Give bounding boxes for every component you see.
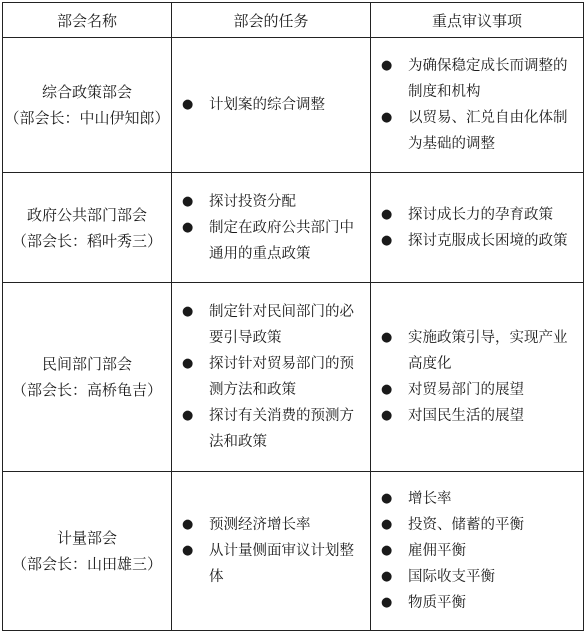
dept-head: （部会长：山田雄三） — [11, 555, 162, 573]
list-item: ● 国际收支平衡 — [371, 564, 583, 590]
dept-cell — [3, 38, 171, 172]
committee-table — [2, 2, 584, 631]
bullet-icon: ● — [381, 595, 393, 610]
bullet-icon: ● — [182, 304, 194, 319]
list-item: ● 计划案的综合调整 — [172, 92, 370, 118]
topic-cell — [370, 472, 583, 630]
task-cell — [171, 472, 370, 630]
bullet-icon: ● — [381, 330, 393, 345]
bullet-icon: ● — [381, 569, 393, 584]
dept-cell — [3, 283, 171, 471]
bullet-icon: ● — [182, 517, 194, 532]
list-item: ● 雇佣平衡 — [371, 538, 583, 564]
dept-name: 综合政策部会 — [41, 83, 132, 101]
dept-name: 计量部会 — [56, 529, 117, 547]
list-item: ● 从计量侧面审议计划整体 — [172, 538, 370, 590]
topic-cell — [370, 173, 583, 282]
dept-cell — [3, 173, 171, 282]
bullet-icon: ● — [381, 543, 393, 558]
bullet-icon: ● — [182, 356, 194, 371]
dept-name: 民间部门部会 — [41, 355, 132, 373]
dept-head: （部会长：中山伊知郎） — [4, 109, 170, 127]
dept-cell — [3, 472, 171, 630]
bullet-icon: ● — [182, 219, 194, 235]
list-item: ● 探讨针对贸易部门的预测方法和政策 — [172, 351, 370, 403]
list-item: ● 以贸易、汇兑自由化体制为基础的调整 — [371, 105, 583, 157]
table-header-row — [3, 3, 583, 37]
bullet-icon: ● — [381, 206, 393, 222]
bullet-icon: ● — [182, 97, 194, 112]
bullet-icon: ● — [182, 543, 194, 558]
bullet-icon: ● — [381, 517, 393, 532]
list-item: ● 增长率 — [371, 486, 583, 512]
list-item: ● 制定在政府公共部门中通用的重点政策 — [172, 215, 370, 267]
list-item: ● 预测经济增长率 — [172, 512, 370, 538]
bullet-icon: ● — [182, 408, 194, 423]
bullet-icon: ● — [381, 408, 393, 423]
header-dept-name: 部会名称 — [56, 11, 117, 30]
list-item: ● 探讨成长力的孕育政策 — [371, 202, 583, 228]
bullet-icon: ● — [381, 232, 393, 248]
bullet-icon: ● — [381, 110, 393, 125]
header-key-topics: 重点审议事项 — [370, 3, 583, 37]
list-item: ● 实施政策引导，实现产业高度化 — [371, 325, 583, 377]
task-cell — [171, 38, 370, 172]
bullet-icon: ● — [381, 491, 393, 506]
list-item: ● 探讨有关消费的预测方法和政策 — [172, 403, 370, 455]
bullet-icon: ● — [381, 58, 393, 73]
list-item: ● 探讨投资分配 — [172, 189, 370, 215]
topic-cell — [370, 283, 583, 471]
dept-head: （部会长：稻叶秀三） — [11, 231, 162, 250]
table-row — [3, 37, 583, 172]
list-item: ● 对贸易部门的展望 — [371, 377, 583, 403]
list-item: ● 投资、储蓄的平衡 — [371, 512, 583, 538]
bullet-icon: ● — [182, 193, 194, 209]
dept-name: 政府公共部门部会 — [26, 205, 147, 224]
task-cell — [171, 283, 370, 471]
header-dept-task: 部会的任务 — [171, 3, 370, 37]
list-item: ● 为确保稳定成长而调整的制度和机构 — [371, 53, 583, 105]
list-item: ● 制定针对民间部门的必要引导政策 — [172, 299, 370, 351]
list-item: ● 物质平衡 — [371, 590, 583, 616]
table-row — [3, 282, 583, 471]
topic-cell — [370, 38, 583, 172]
bullet-icon: ● — [381, 382, 393, 397]
table-row — [3, 172, 583, 282]
dept-head: （部会长：高桥龟吉） — [11, 381, 162, 399]
task-cell — [171, 173, 370, 282]
list-item: ● 探讨克服成长困境的政策 — [371, 228, 583, 254]
table-row — [3, 471, 583, 630]
list-item: ● 对国民生活的展望 — [371, 403, 583, 429]
